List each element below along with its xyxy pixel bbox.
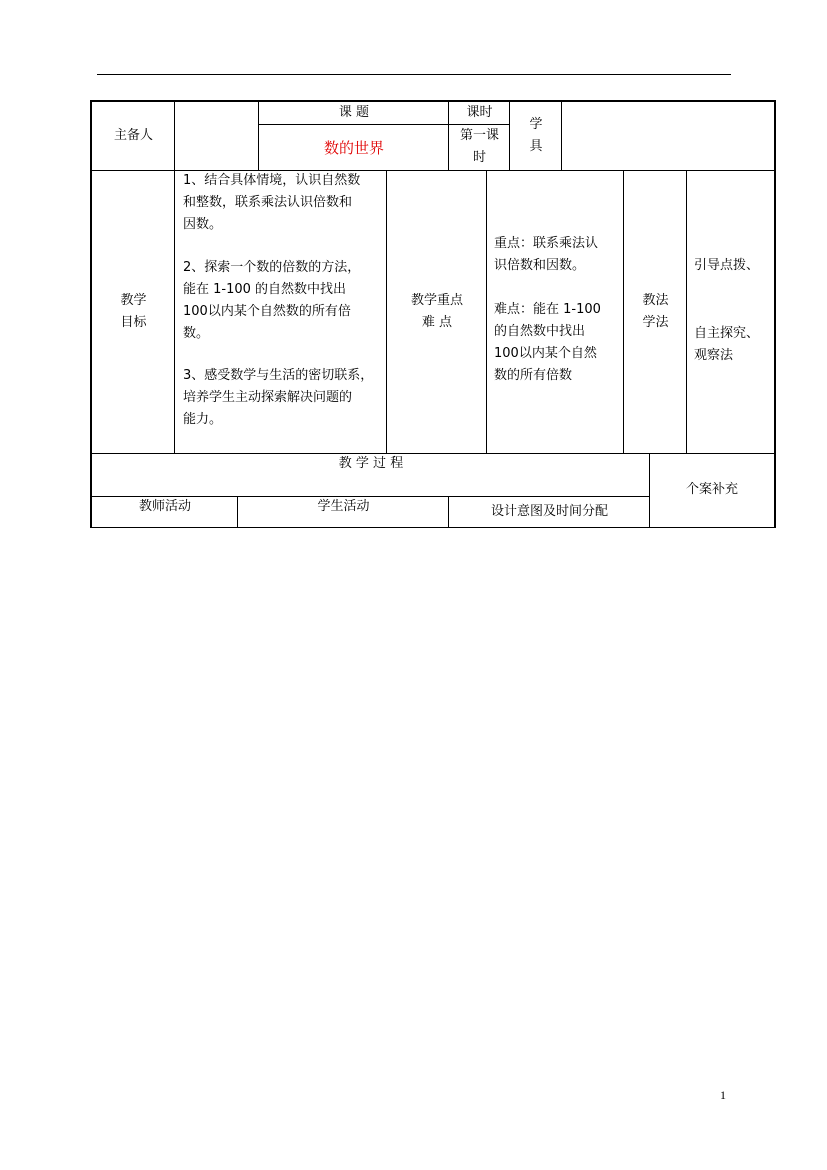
goal-item-2: 2、探索一个数的倍数的方法， 能在 1-100 的自然数中找出 100以内某个自然数的所有倍 数。 bbox=[183, 260, 361, 341]
method-observe: 观察法 bbox=[694, 348, 734, 363]
process-title: 教 学 过 程 bbox=[338, 456, 404, 471]
method-explore: 自主探究、 bbox=[694, 326, 760, 341]
teacher-activity-header: 教师活动 bbox=[90, 496, 238, 528]
method-guide: 引导点拨、 bbox=[694, 258, 760, 273]
methods-label: 教法 学法 bbox=[623, 170, 687, 454]
process-title-cell bbox=[90, 453, 650, 497]
keypoints-label: 教学重点 难 点 bbox=[386, 170, 487, 454]
topic-header: 课 题 bbox=[258, 100, 449, 125]
header-rule bbox=[97, 74, 731, 75]
period-value: 第一课 时 bbox=[448, 124, 510, 171]
difficult-point: 难点：能在 1-100 的自然数中找出 100以内某个自然 数的所有倍数 bbox=[494, 302, 601, 383]
key-point: 重点：联系乘法认 识倍数和因数。 bbox=[494, 236, 599, 273]
student-activity-header: 学生活动 bbox=[237, 496, 449, 528]
goal-item-1: 1、结合具体情境，认识自然数 和整数，联系乘法认识倍数和 因数。 bbox=[183, 173, 361, 232]
keypoints-content bbox=[486, 170, 624, 454]
topic-title: 数的世界 bbox=[258, 124, 449, 171]
goal-item-3: 3、感受数学与生活的密切联系， 培养学生主动探索解决问题的 能力。 bbox=[183, 368, 374, 427]
tools-label: 学 具 bbox=[509, 100, 562, 171]
lead-teacher-value bbox=[174, 100, 259, 171]
period-header: 课时 bbox=[448, 100, 510, 125]
methods-content bbox=[686, 170, 776, 454]
page-number: 1 bbox=[720, 1088, 726, 1102]
supplement-label: 个案补充 bbox=[649, 453, 776, 528]
tools-value bbox=[561, 100, 776, 171]
lead-teacher-label: 主备人 bbox=[90, 100, 175, 171]
design-intent-header: 设计意图及时间分配 bbox=[448, 496, 650, 528]
goals-label: 教学 目标 bbox=[90, 170, 175, 454]
goals-content bbox=[174, 170, 387, 454]
